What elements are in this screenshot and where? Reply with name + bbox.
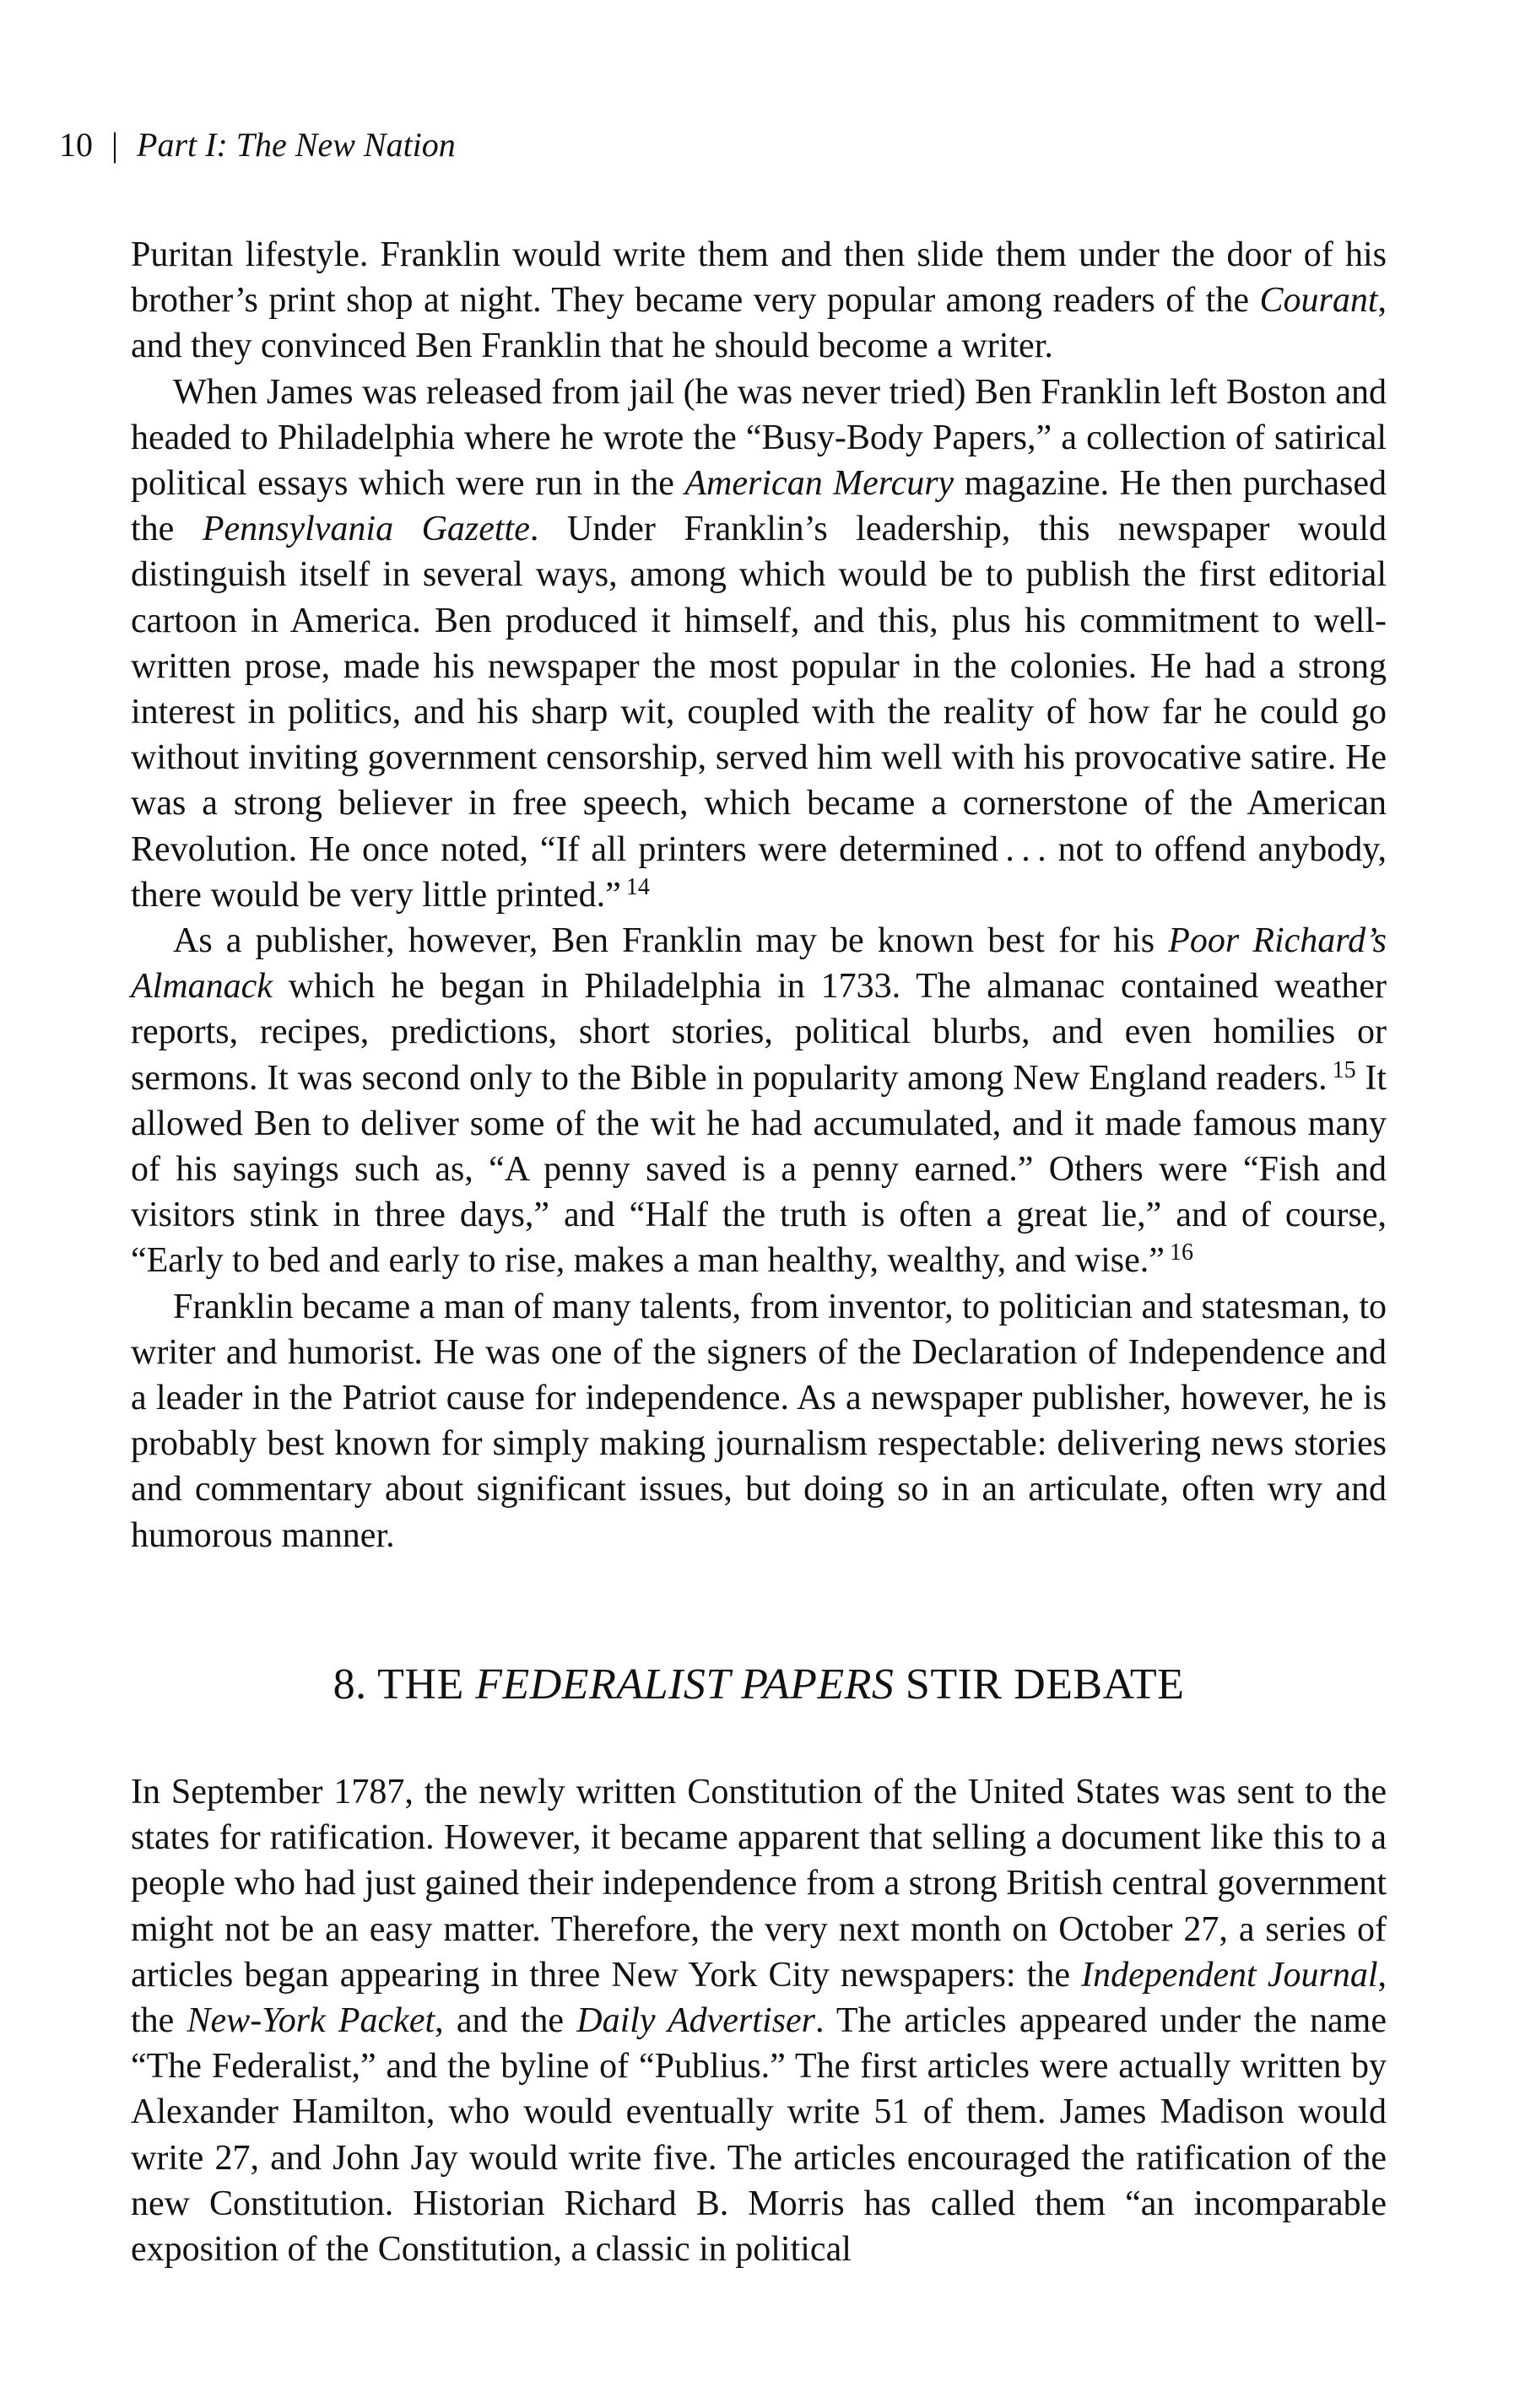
paragraph <box>131 370 1387 918</box>
text-run: 8. THE <box>333 1660 476 1709</box>
text-run: , and the <box>435 2001 577 2041</box>
italic-title: Courant <box>1259 281 1378 321</box>
text-run: . Under Franklin’s leadership, this newspaper would distinguish itself in several ways, among which would be to publish the first editorial cartoon in America. Ben produced it himself, and this, plus his commitment to well-written prose, made his newspaper the most popular in the colonies. He had a strong interest in politics, and his sharp wit, coupled with the reality of how far he could go without inviting government censorship, served him well with his provocative satire. He was a strong believer in free speech, which became a cornerstone of the American Revolution. He once noted, “If all printers were determined . . . not to offend anybody, there would be very little printed.” <box>131 510 1387 915</box>
text-run: STIR DEBATE <box>894 1660 1185 1709</box>
section-heading <box>131 1658 1387 1712</box>
paragraph <box>131 1769 1387 2272</box>
footnote-reference: 15 <box>1332 1056 1356 1083</box>
italic-title: FEDERALIST PAPERS <box>475 1660 895 1709</box>
running-head-separator: | <box>111 126 119 164</box>
page-number: 10 <box>59 126 93 164</box>
italic-title: Pennsylvania Gazette <box>202 510 530 549</box>
text-run: . The articles appeared under the name “The Federalist,” and the byline of “Publius.” The first articles were actually written by Alexander Hamilton, who would eventually write 51 of them. James Madison would write 27, and John Jay would write five. The articles encouraged the ratification of the new Constitution. Historian Richard B. Morris has called them “an incomparable exposition of the Constitution, a classic in political <box>131 2001 1387 2270</box>
text-run: , and they convinced Ben Franklin that he should become a writer. <box>131 281 1387 366</box>
italic-title: American Mercury <box>684 464 954 504</box>
body-text-top <box>131 232 1387 1558</box>
text-run: Puritan lifestyle. Franklin would write them and then slide them under the door of his brother’s print shop at night. They became very popular among readers of the <box>131 235 1387 321</box>
text-run: , the <box>131 1955 1387 2041</box>
text-run: Franklin became a man of many talents, from inventor, to politician and statesman, to writer and humorist. He was one of the signers of the Declaration of Independence and a leader in the Patriot cause for independence. As a newspaper publisher, however, he is probably best known for simply making journalism respectable: delivering news stories and commentary about significant issues, but doing so in an articulate, often wry and humorous manner. <box>131 1287 1387 1555</box>
footnote-reference: 14 <box>625 873 650 900</box>
running-head <box>59 125 456 165</box>
italic-title: Poor Richard’s Almanack <box>131 921 1387 1007</box>
text-run: When James was released from jail (he was never tried) Ben Franklin left Boston and headed to Philadelphia where he wrote the “Busy-Body Papers,” a collection of satirical political essays which were run in the <box>131 372 1387 504</box>
paragraph <box>131 918 1387 1284</box>
part-title: Part I: The New Nation <box>137 126 456 164</box>
italic-title: New-York Packet <box>187 2001 435 2041</box>
paragraph <box>131 232 1387 370</box>
text-run: It allowed Ben to deliver some of the wit he had accumulated, and it made famous many of his sayings such as, “A penny saved is a penny earned.” Others were “Fish and visitors stink in three days,” and “Half the truth is often a great lie,” and of course, “Early to bed and early to rise, makes a man healthy, wealthy, and wise.” <box>131 1058 1387 1281</box>
text-run: which he began in Philadelphia in 1733. The almanac contained weather reports, recipes, predictions, short stories, political blurbs, and even homilies or sermons. It was second only to the Bible in popularity among New England readers. <box>131 967 1387 1098</box>
italic-title: Daily Advertiser <box>576 2001 815 2041</box>
text-run: As a publisher, however, Ben Franklin may be known best for his <box>173 921 1169 961</box>
body-text-bottom <box>131 1769 1387 2272</box>
paragraph <box>131 1284 1387 1558</box>
text-run: magazine. He then purchased the <box>131 464 1387 549</box>
text-run: In September 1787, the newly written Constitution of the United States was sent to the states for ratification. However, it became apparent that selling a document like this to a people who had just gained their independence from a strong British central government might not be an easy matter. Therefore, the very next month on October 27, a series of articles began appearing in three New York City newspapers: the <box>131 1773 1387 1995</box>
italic-title: Independent Journal <box>1081 1955 1378 1995</box>
footnote-reference: 16 <box>1169 1239 1193 1266</box>
